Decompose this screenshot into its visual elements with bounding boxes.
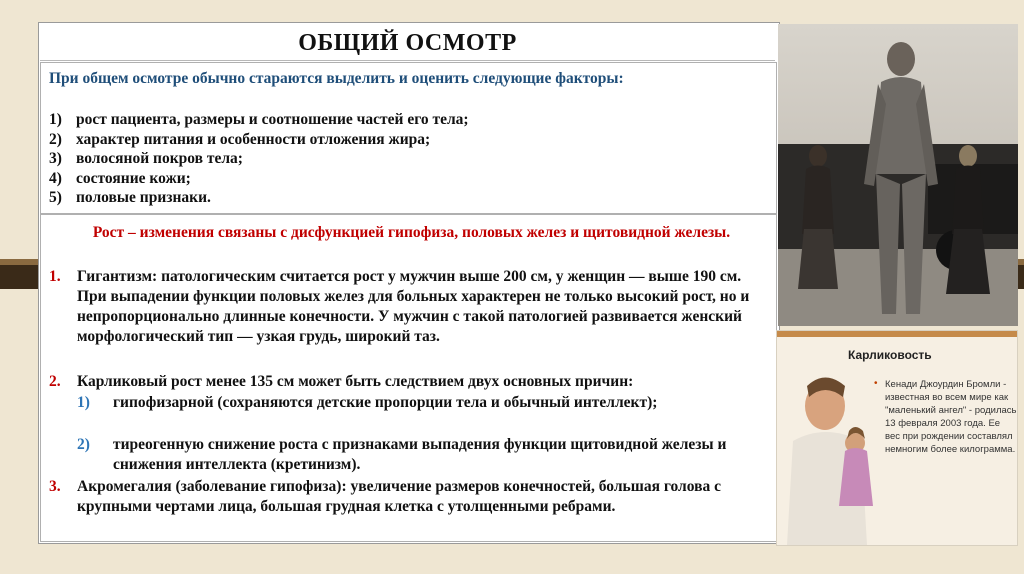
factor-text: характер питания и особенности отложения жира; xyxy=(76,130,431,148)
title-bar xyxy=(40,24,775,61)
factor-number: 3) xyxy=(49,150,62,167)
slide-title: ОБЩИЙ ОСМОТР xyxy=(298,30,517,56)
subitem-number: 1) xyxy=(77,394,90,411)
factor-item xyxy=(49,169,469,189)
subitem-text: гипофизарной (сохраняются детские пропорции тела и обычный интеллект); xyxy=(113,394,658,411)
item-number: 2. xyxy=(49,373,61,390)
growth-heading: Рост – изменения связаны с дисфункцией гипофиза, половых желез и щитовидной железы. xyxy=(92,224,731,241)
card-text xyxy=(885,378,1017,456)
factor-text: рост пациента, размеры и соотношение частей его тела; xyxy=(76,111,469,128)
factor-text: состояние кожи; xyxy=(76,169,191,187)
item-number: 3. xyxy=(49,478,61,495)
factor-number: 4) xyxy=(49,169,62,187)
factor-number: 2) xyxy=(49,130,62,148)
item-text: Гигантизм: патологическим считается рост у мужчин выше 200 см, у женщин — выше 190 см. При выпадении функции половых желез для больных характерен не только высокий рост, но и непропорционально длинные конечности. У мужчин с такой патологией развивается женский морфологический тип — узкая грудь, широкий таз. xyxy=(77,268,750,345)
factors-intro: При общем осмотре обычно стараются выделить и оценить следующие факторы: xyxy=(49,70,624,87)
growth-box xyxy=(40,214,777,542)
factor-text: половые признаки. xyxy=(76,189,211,206)
subitem-number: 2) xyxy=(77,436,90,453)
factor-number: 5) xyxy=(49,189,62,206)
card-description: Кенади Джоурдин Бромли - известная во всем мире как "маленький ангел" - родилась 13 февраля 2003 года. Ее вес при рождении составлял немногим более килограмма. xyxy=(885,379,1017,455)
item-text: Карликовый рост менее 135 см может быть следствием двух основных причин: xyxy=(77,373,634,390)
factor-item xyxy=(49,149,469,169)
card-bullet: • xyxy=(874,378,878,389)
factor-number: 1) xyxy=(49,111,62,128)
gigantism-photo xyxy=(778,24,1018,326)
gigantism-photo-illustration xyxy=(778,24,1018,326)
growth-subitem-pituitary xyxy=(77,393,767,413)
growth-item-gigantism xyxy=(49,267,771,347)
growth-item-dwarfism xyxy=(49,372,771,392)
subitem-text: тиреогенную снижение роста с признаками выпадения функции щитовидной железы и снижения интеллекта (кретинизм). xyxy=(113,436,727,473)
item-text: Акромегалия (заболевание гипофиза): увеличение размеров конечностей, большая голова с крупными чертами лица, большая грудная клетка с утолщенными ребрами. xyxy=(77,478,721,515)
factor-item xyxy=(49,188,469,208)
card-title: Карликовость xyxy=(848,348,932,362)
factors-list xyxy=(49,110,469,208)
growth-item-acromegaly xyxy=(49,477,771,517)
factors-box xyxy=(40,62,777,214)
factor-item xyxy=(49,130,469,150)
growth-subitem-thyroid xyxy=(77,435,767,475)
factor-text: волосяной покров тела; xyxy=(76,150,243,167)
factor-item xyxy=(49,110,469,130)
item-number: 1. xyxy=(49,268,61,285)
